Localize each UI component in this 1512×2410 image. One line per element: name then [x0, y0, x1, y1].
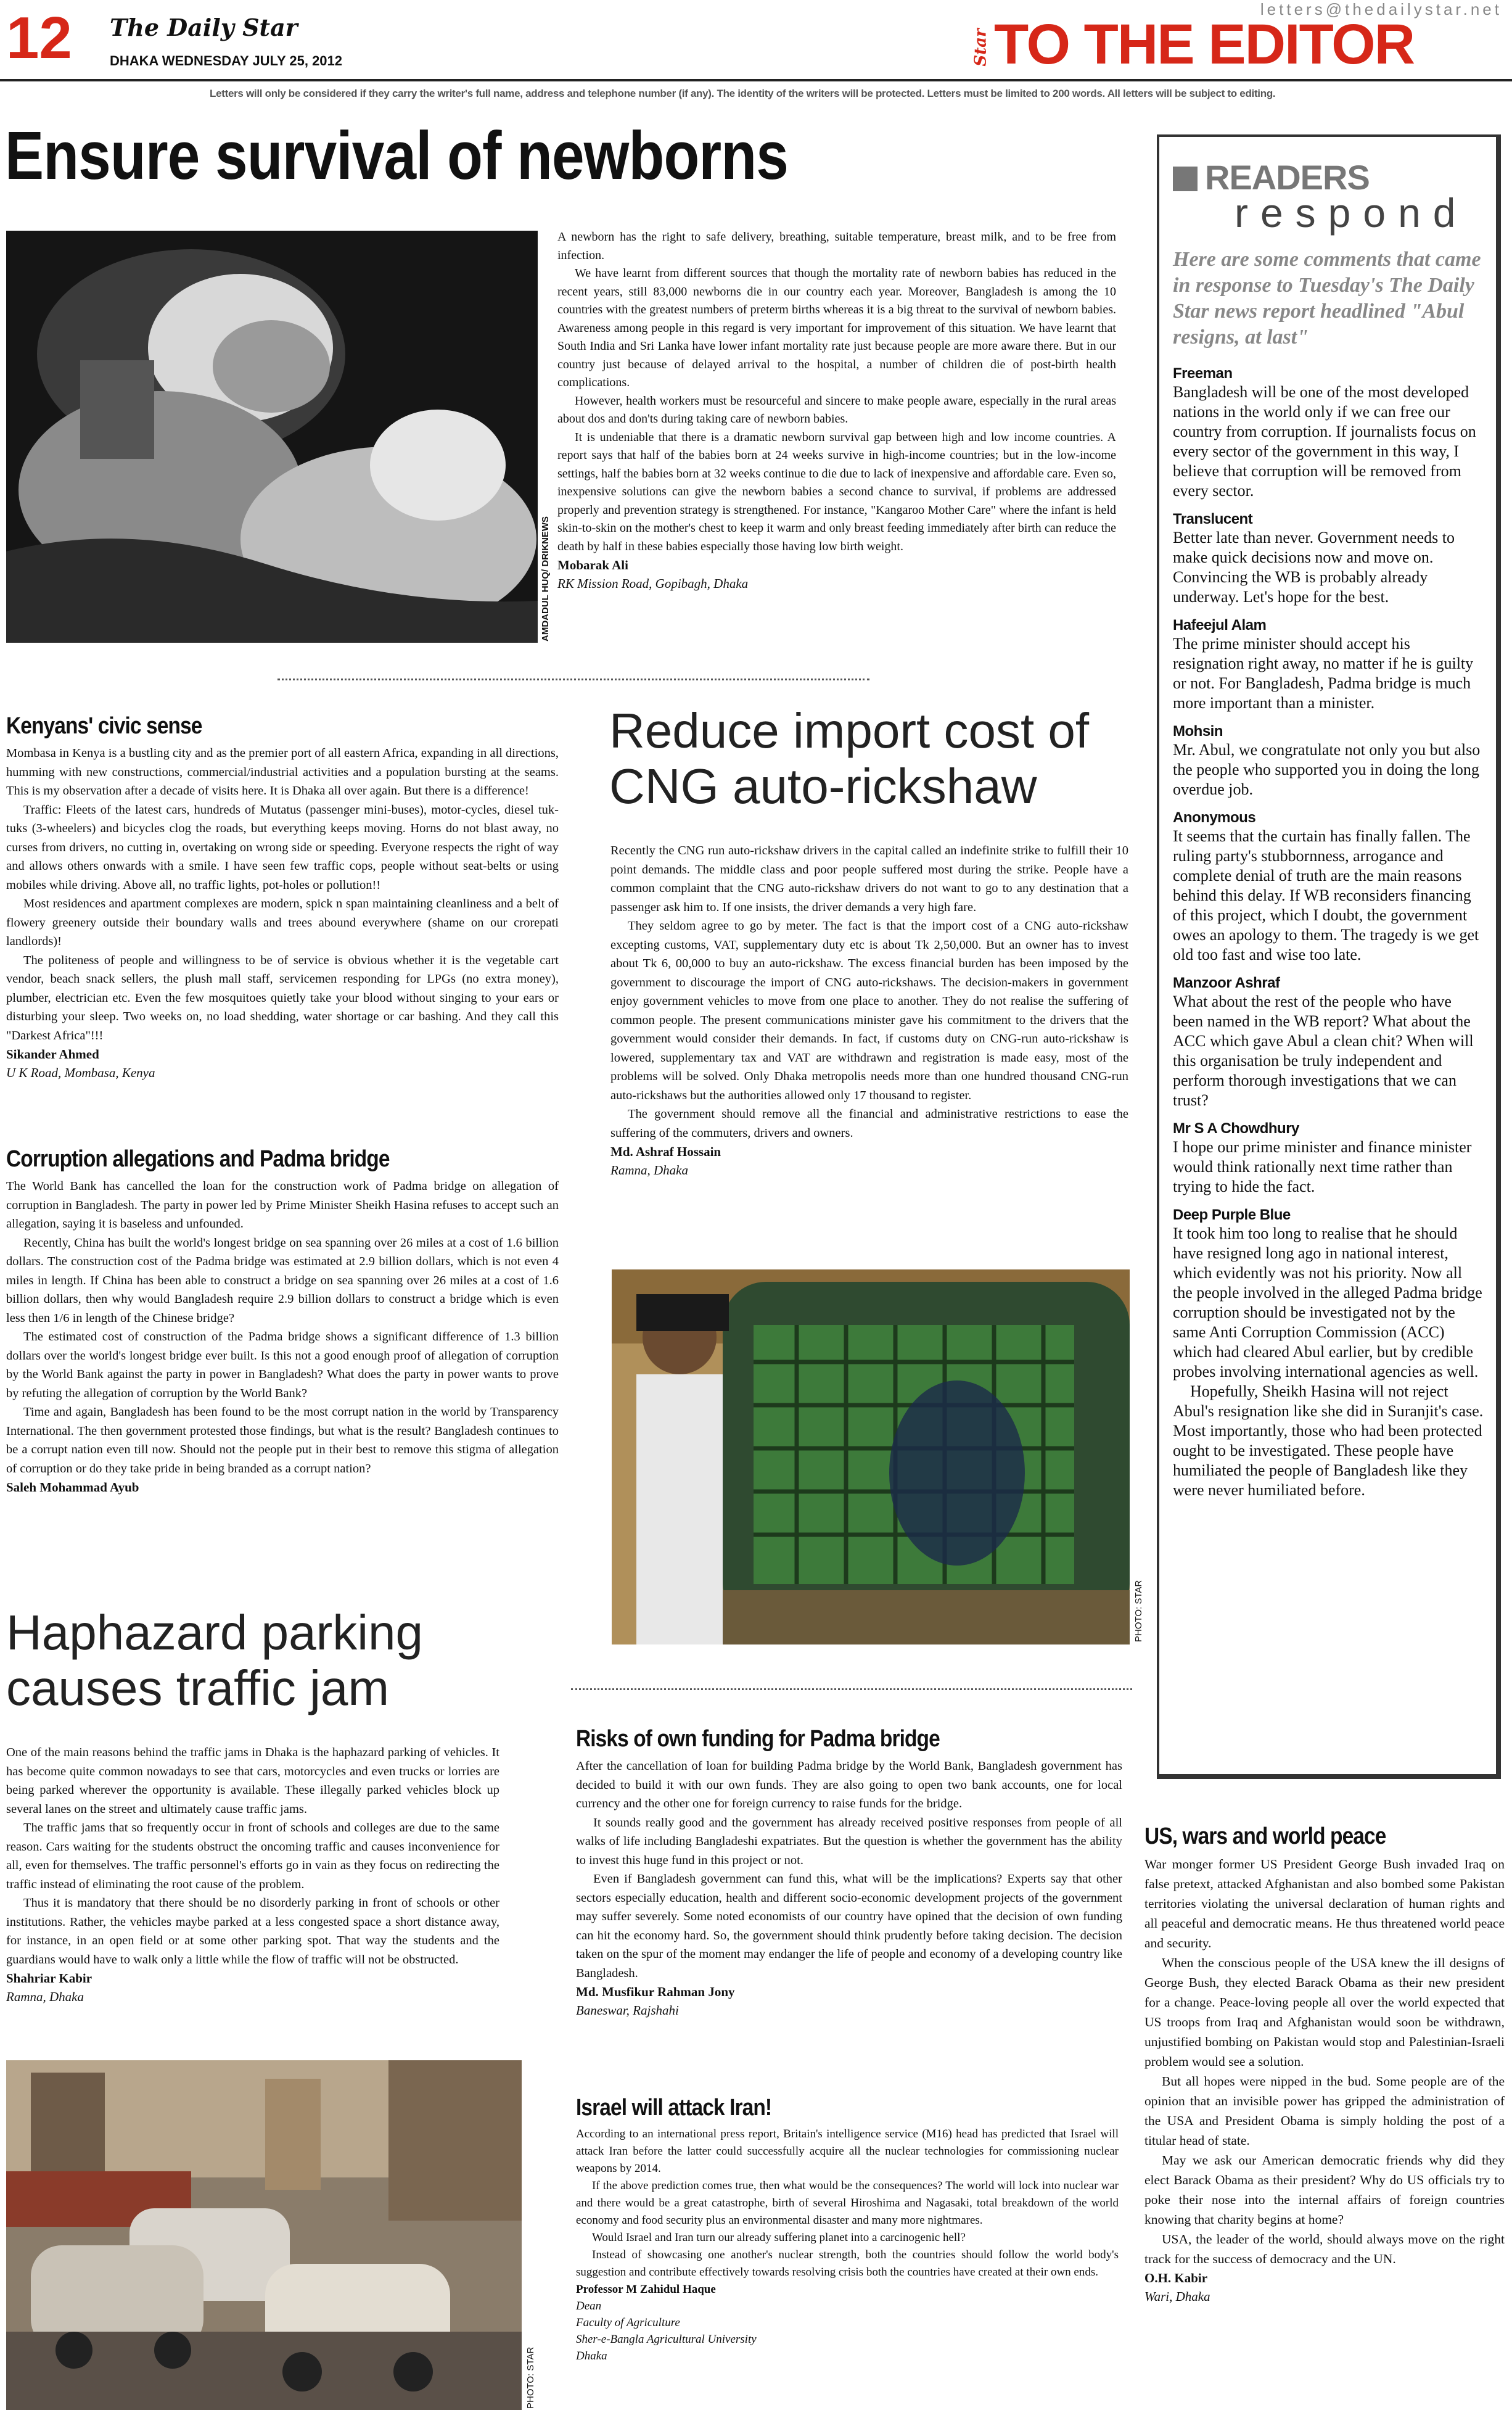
star-logo: Star [971, 28, 990, 67]
readers-square-icon [1173, 167, 1198, 191]
kenyans-paragraph: Mombasa in Kenya is a bustling city and as the premier port of all eastern Africa, expanding in all directions, humming with new constructions, commercial/industrial activities and a population bursting at the seams. This is my observation after a decade of visits here. It is Dhaka all over again. But there is a difference! [6, 746, 559, 798]
padma-corruption-paragraph: The World Bank has cancelled the loan for the construction work of Padma bridge on allegation of corruption in Bangladesh. The party in power led by Prime Minister Sheikh Hasina refuses to accept such an allegation, saying it is baseless and unfounded. [6, 1179, 559, 1231]
padma-funding-paragraph: It sounds really good and the government has already received positive responses from people of all walks of life including Bangladeshi expatriates. But the question is whether the government has the ability to invest this huge fund in this project or not. [576, 1815, 1122, 1867]
cng-paragraph: Recently the CNG run auto-rickshaw drivers in the capital called an indefinite strike to fulfill their 10 point demands. The middle class and poor people suffered most during the strike. People have a common complaint that the CNG auto-rickshaw drivers do not want to go to any destination that a passenger ask him to. If one insists, the driver demands a very high fare. [610, 844, 1128, 914]
readers-respond-title [1173, 158, 1484, 236]
kenyans-address: U K Road, Mombasa, Kenya [6, 1065, 155, 1080]
comment-author: Deep Purple Blue [1173, 1207, 1291, 1223]
padma-corruption-paragraph: Time and again, Bangladesh has been found to be the most corrupt nation in the world by Transparency International. The then government protested those findings, but what is the result? Bangladesh continues to be a corrupt nation even till now. Should not the people put in their best to remove this stigma of allegation of corruption or do they take pride in being branded as a corrupt nation? [6, 1405, 559, 1475]
masthead: The Daily Star [110, 14, 298, 41]
us-wars-paragraph: War monger former US President George Bush invaded Iraq on false pretext, attacked Afghanistan and also bombed some Pakistan territories violating the universal declaration of human rights and all peaceful and democratic means. He thus threatened world peace and security. [1144, 1857, 1505, 1950]
comment-author: Anonymous [1173, 809, 1256, 826]
newborns-headline: Ensure survival of newborns [5, 118, 789, 194]
comment-author: Translucent [1173, 511, 1253, 527]
cng-paragraph: The government should remove all the financial and administrative restrictions to ease the suffering of the commuters, drivers and owners. [610, 1107, 1128, 1140]
header-rule [0, 79, 1512, 81]
comment-text: What about the rest of the people who have been named in the WB report? What about the ACC which gave Abul a clean chit? When will this organisation be truly independent and perform thorough investigations that we can trust? [1173, 992, 1474, 1109]
comment-author: Manzoor Ashraf [1173, 975, 1280, 991]
padma-funding-address: Baneswar, Rajshahi [576, 2003, 679, 2018]
israel-body [576, 2126, 1119, 2364]
newborns-body [557, 228, 1116, 593]
padma-funding-headline: Risks of own funding for Padma bridge [576, 1726, 940, 1752]
readers-title: READERS [1205, 158, 1370, 197]
comment-author: Freeman [1173, 365, 1233, 382]
us-wars-author: O.H. Kabir [1144, 2271, 1208, 2285]
editor-email: letters@thedailystar.net [1260, 0, 1502, 19]
cng-headline-line: Reduce import cost of [609, 703, 1090, 758]
parking-photo-credit: PHOTO: STAR [525, 2346, 536, 2409]
israel-paragraph: Instead of showcasing one another's nuclear strength, both the countries should follow the world body's suggestion and contribute effectively towards resolving crisis both the countries have created at their own ends. [576, 2248, 1119, 2279]
newborn-photo [6, 231, 538, 643]
parking-paragraph: Thus it is mandatory that there should be no disorderly parking in front of schools or other institutions. Rather, the vehicles maybe parked at a less congested space a short distance away, for instance, in an open field or at some other parking spot. That way the students and the guardians would have to walk only a little while the flow of traffic will not be obstructed. [6, 1896, 499, 1966]
padma-funding-body [576, 1757, 1122, 2020]
comment-text: It took him too long to realise that he should have resigned long ago in national interest, which evidently was not his priority. Now all the people involved in the alleged Padma bridge corruption should be investigated not by the same Anti Corruption Commission (ACC) which had cleared Abul earlier, but by credible probes involving international agencies as well. [1173, 1224, 1482, 1380]
parking-paragraph: One of the main reasons behind the traffic jams in Dhaka is the haphazard parking of vehicles. It has become quite common nowadays to see that cars, motorcycles and even trucks or lorries are being parked wherever the opportunity is available. These illegally parked vehicles block up several lanes on the street and ultimately cause traffic jams. [6, 1746, 499, 1816]
us-wars-paragraph: But all hopes were nipped in the bud. Some people are of the opinion that an invisible power has gripped the administration of the USA and President Obama is simply holding the post of a titular head of state. [1144, 2074, 1505, 2148]
newborn-photo-credit: AMDADUL HUQ/ DRIKNEWS [540, 516, 551, 642]
us-wars-paragraph: USA, the leader of the world, should always move on the right track for the success of democracy and the UN. [1144, 2232, 1505, 2266]
letters-notice: Letters will only be considered if they carry the writer's full name, address and telephone number (if any). The identity of the writers will be protected. Letters must be limited to 200 words. All letters will be subject to editing. [210, 88, 1276, 99]
kenyans-paragraph: Most residences and apartment complexes are modern, spick n span maintaining cleanliness and a belt of flowery greenery outside their boundary walls and trees abound everywhere (shame on our crorepati landlords)! [6, 897, 559, 948]
us-wars-address: Wari, Dhaka [1144, 2289, 1210, 2304]
comment-text: I hope our prime minister and finance minister would think rationally next time rather than trying to hide the fact. [1173, 1138, 1472, 1195]
cng-paragraph: They seldom agree to go by meter. The fact is that the import cost of a CNG auto-rickshaw excepting customs, VAT, supplementary duty etc is about Tk 2,50,000. But an owner has to invest about Tk 6, 00,000 to buy an auto-rickshaw. The excess financial burden has been imposed by the government to discourage the import of CNG auto-rickshaws. The decision-makers in government enjoy government vehicles to move from one place to another. They do not realise the suffering of common people. The present communications minister gave his commitment to the drivers that the government would consider their demands. In fact, if customs duty on CNG-run auto-rickshaw is lowered, supplementary tax and VAT are withdrawn and registration is made easy, most of the problems will be solved. Only Dhaka metropolis needs more than one hundred thousand CNG-run auto-rickshaws but the authorities allowed only 17 thousand to register. [610, 919, 1128, 1102]
us-wars-paragraph: When the conscious people of the USA knew the ill designs of George Bush, they elected Barack Obama as their new president for a change. Peace-loving people all over the world expected that US troops from Iraq and Afghanistan would soon be withdrawn, unjustified bombing on Pakistan would stop and Palestinian-Israeli problem would see a solution. [1144, 1955, 1505, 2069]
divider-top [277, 679, 869, 680]
cng-photo [612, 1269, 1130, 1644]
parking-author: Shahriar Kabir [6, 1971, 92, 1986]
parking-headline-line: Haphazard parking [6, 1605, 423, 1660]
kenyans-headline: Kenyans' civic sense [6, 713, 202, 739]
padma-corruption-paragraph: The estimated cost of construction of the Padma bridge shows a significant difference of 1.3 billion dollars over the world's longest bridge ever built. Is this not a good enough proof of allegation of corruption by the World Bank against the party in power in Bangladesh? What does the party in power wants to prove by refuting the allegation of corruption by the World Bank? [6, 1330, 559, 1400]
parking-photo-image [6, 2060, 522, 2410]
newborns-paragraph: A newborn has the right to safe delivery, breathing, suitable temperature, breast milk, and to be free from infection. [557, 230, 1116, 262]
kenyans-paragraph: Traffic: Fleets of the latest cars, hundreds of Mutatus (passenger mini-buses), motor-cycles, diesel tuk-tuks (3-wheelers) and bicycles clog the roads, but everything keeps moving. Horns do not blast away, no curses from drivers, no cutting in, overtaking on wrong side or speeding. Everyone respects the right of way and allows others onwards with a smile. I have seen few traffic cops, people without seat-belts or using mobiles while driving. Above all, no traffic lights, pot-holes or pollution!! [6, 803, 559, 892]
newborns-paragraph: However, health workers must be resourceful and sincere to make people aware, especially in the rural areas about dos and don'ts during taking care of newborn babies. [557, 394, 1116, 426]
cng-photo-image [612, 1269, 1130, 1644]
parking-body [6, 1743, 499, 2006]
page-number: 12 [6, 5, 72, 71]
comment-text: The prime minister should accept his resignation right away, no matter if he is guilty or not. For Bangladesh, Padma bridge is much more important than a minister. [1173, 635, 1474, 712]
respond-title: respond [1235, 190, 1468, 236]
cng-body [610, 841, 1128, 1179]
section-title: TO THE EDITOR [994, 13, 1415, 76]
comment-text: Better late than never. Government needs to make quick decisions now and move on. Convincing the WB is probably already underway. Let's hope for the best. [1173, 529, 1455, 606]
newborn-photo-image [6, 231, 538, 643]
israel-address-line: Dhaka [576, 2350, 607, 2363]
parking-headline [6, 1605, 423, 1715]
israel-address-line: Sher-e-Bangla Agricultural University [576, 2333, 757, 2346]
dateline: DHAKA WEDNESDAY JULY 25, 2012 [110, 53, 343, 68]
parking-photo [6, 2060, 522, 2410]
cng-photo-credit: PHOTO: STAR [1133, 1580, 1144, 1642]
comment-text: Bangladesh will be one of the most developed nations in the world only if we can free our country from corruption. If journalists focus on every sector of the government in this way, I believe that corruption will be removed from every sector. [1173, 383, 1476, 500]
israel-paragraph: Would Israel and Iran turn our already suffering planet into a carcinogenic hell? [592, 2231, 966, 2244]
parking-headline-line: causes traffic jam [6, 1660, 389, 1715]
israel-address-line: Dean [576, 2300, 602, 2313]
israel-headline: Israel will attack Iran! [576, 2095, 772, 2121]
kenyans-body [6, 744, 559, 1082]
newborns-address: RK Mission Road, Gopibagh, Dhaka [557, 576, 749, 591]
comment-author: Hafeejul Alam [1173, 617, 1267, 633]
padma-funding-author: Md. Musfikur Rahman Jony [576, 1984, 735, 1999]
comment-author: Mohsin [1173, 723, 1223, 740]
kenyans-author: Sikander Ahmed [6, 1047, 99, 1062]
padma-funding-paragraph: After the cancellation of loan for building Padma bridge by the World Bank, Bangladesh government has decided to build it with our own funds. They are also going to open two bank accounts, one for local currency and the other one for foreign currency to raise funds for the bridge. [576, 1759, 1122, 1810]
parking-address: Ramna, Dhaka [6, 1989, 84, 2004]
us-wars-body [1144, 1854, 1505, 2306]
comment-author: Mr S A Chowdhury [1173, 1120, 1299, 1137]
cng-author: Md. Ashraf Hossain [610, 1144, 721, 1159]
comment-text: Hopefully, Sheikh Hasina will not reject Abul's resignation like she did in Suranjit's case. Most importantly, those who had been protected ought to be investigated. These people have humiliated the people of Bangladesh like they were never humiliated before. [1173, 1382, 1484, 1499]
readers-respond-box [1157, 134, 1501, 1779]
kenyans-paragraph: The politeness of people and willingness to be of service is obvious whether it is the vegetable cart vendor, beach snack sellers, the plush mall staff, servicemen responding for LPGs (no extra money), plumber, electrician etc. Even the few mosquitoes quietly take your blood without singing to your ears or disturbing your sleep. Two weeks on, no load shedding, water shortage or car bashing. And they call this "Darkest Africa"!!! [6, 953, 559, 1042]
padma-corruption-body [6, 1177, 559, 1496]
comment-text: It seems that the curtain has finally fallen. The ruling party's stubbornness, arrogance and complete denial of truth are the main reasons behind this delay. If WB reconsiders financing of this project, which I doubt, the government owes an apology to them. The tragedy is we get old too fast and wise too late. [1173, 827, 1479, 964]
newborns-paragraph: It is undeniable that there is a dramatic newborn survival gap between high and low income countries. A report says that half of the babies born at 24 weeks survive in high-income countries; but in the low-income settings, half the babies born at 32 weeks continue to die due to lack of inexpensive and affordable care. Even so, inexpensive solutions can give the newborn babies a second chance to survival, if problems are addressed properly and prevention strategy is strengthened. For instance, "Kangaroo Mother Care" where the infant is held skin-to-skin on the mother's chest to keep it warm and only breast feeding immediately after birth can reduce the death by half in these babies especially those having low birth weight. [557, 430, 1116, 553]
readers-intro: Here are some comments that came in response to Tuesday's The Daily Star news report headlined "Abul resigns, at last" [1173, 248, 1481, 349]
parking-paragraph: The traffic jams that so frequently occur in front of schools and colleges are due to the same reason. Cars waiting for the students obstruct the oncoming traffic and causes inconvenience for all, even for themselves. The traffic personnel's efforts go in vain as they focus on redirecting the traffic instead of eliminating the root cause of the problem. [6, 1821, 499, 1891]
us-wars-headline: US, wars and world peace [1144, 1823, 1386, 1849]
cng-headline-line: CNG auto-rickshaw [609, 758, 1037, 814]
israel-author: Professor M Zahidul Haque [576, 2283, 716, 2296]
padma-corruption-author: Saleh Mohammad Ayub [6, 1480, 139, 1495]
newborns-paragraph: We have learnt from different sources that though the mortality rate of newborn babies has reduced in the recent years, still 83,000 newborns die in our country each year. Moreover, Bangladesh is among the 10 countries with the greatest numbers of preterm births whereas it is a big threat to the survival of newborn babies. Awareness among people in this regard is very important for improvement of this situation. We have learnt that South India and Sri Lanka have lower infant mortality rate just because people are more aware there. But in our country just because of delayed arrival to the hospital, a number of children die of post-birth health complications. [557, 266, 1116, 389]
divider-middle [571, 1688, 1132, 1690]
israel-address-line: Faculty of Agriculture [576, 2316, 680, 2329]
newborns-author: Mobarak Ali [557, 558, 628, 572]
comment-text: Mr. Abul, we congratulate not only you but also the people who supported you in doing the long overdue job. [1173, 741, 1481, 798]
padma-funding-paragraph: Even if Bangladesh government can fund this, what will be the implications? Experts say that other sectors especially education, health and different socio-economic development projects of the government may suffer severely. Some noted economists of our country have opined that the decision of own funding can hit the economy hard. So, the government should think prudently before taking decision. The decision taken on the spur of the moment may endanger the life of people and economy of a developing country like Bangladesh. [576, 1872, 1122, 1980]
padma-corruption-headline: Corruption allegations and Padma bridge [6, 1146, 390, 1172]
us-wars-paragraph: May we ask our American democratic friends why did they elect Barack Obama as their president? Why do US officials try to poke their nose into the internal affairs of foreign countries knowing that charity begins at home? [1144, 2153, 1505, 2227]
padma-corruption-paragraph: Recently, China has built the world's longest bridge on sea spanning over 26 miles at a cost of 1.6 billion dollars. The construction cost of the Padma bridge was estimated at 2.9 billion dollars, which is not even 4 miles in length. If China has been able to construct a bridge on sea spanning over 26 miles at a cost of 1.6 billion dollars, then why would Bangladesh require 2.9 billion dollars to construct a bridge which is even less then 1/6 in length of the Chinese bridge? [6, 1236, 559, 1325]
israel-paragraph: According to an international press report, Britain's intelligence service (M16) head has predicted that Israel will attack Iran before the latter could successfully acquire all the nuclear technologies for commissioning nuclear weapons by 2014. [576, 2127, 1119, 2175]
cng-address: Ramna, Dhaka [610, 1163, 688, 1178]
israel-paragraph: If the above prediction comes true, then what would be the consequences? The world will lock into nuclear war and there would be a great catastrophe, birth of several Hiroshima and Nagasaki, total breakdown of the world economy and food security plus an environmental disaster and many more nightmares. [576, 2179, 1119, 2227]
cng-headline [609, 703, 1089, 814]
